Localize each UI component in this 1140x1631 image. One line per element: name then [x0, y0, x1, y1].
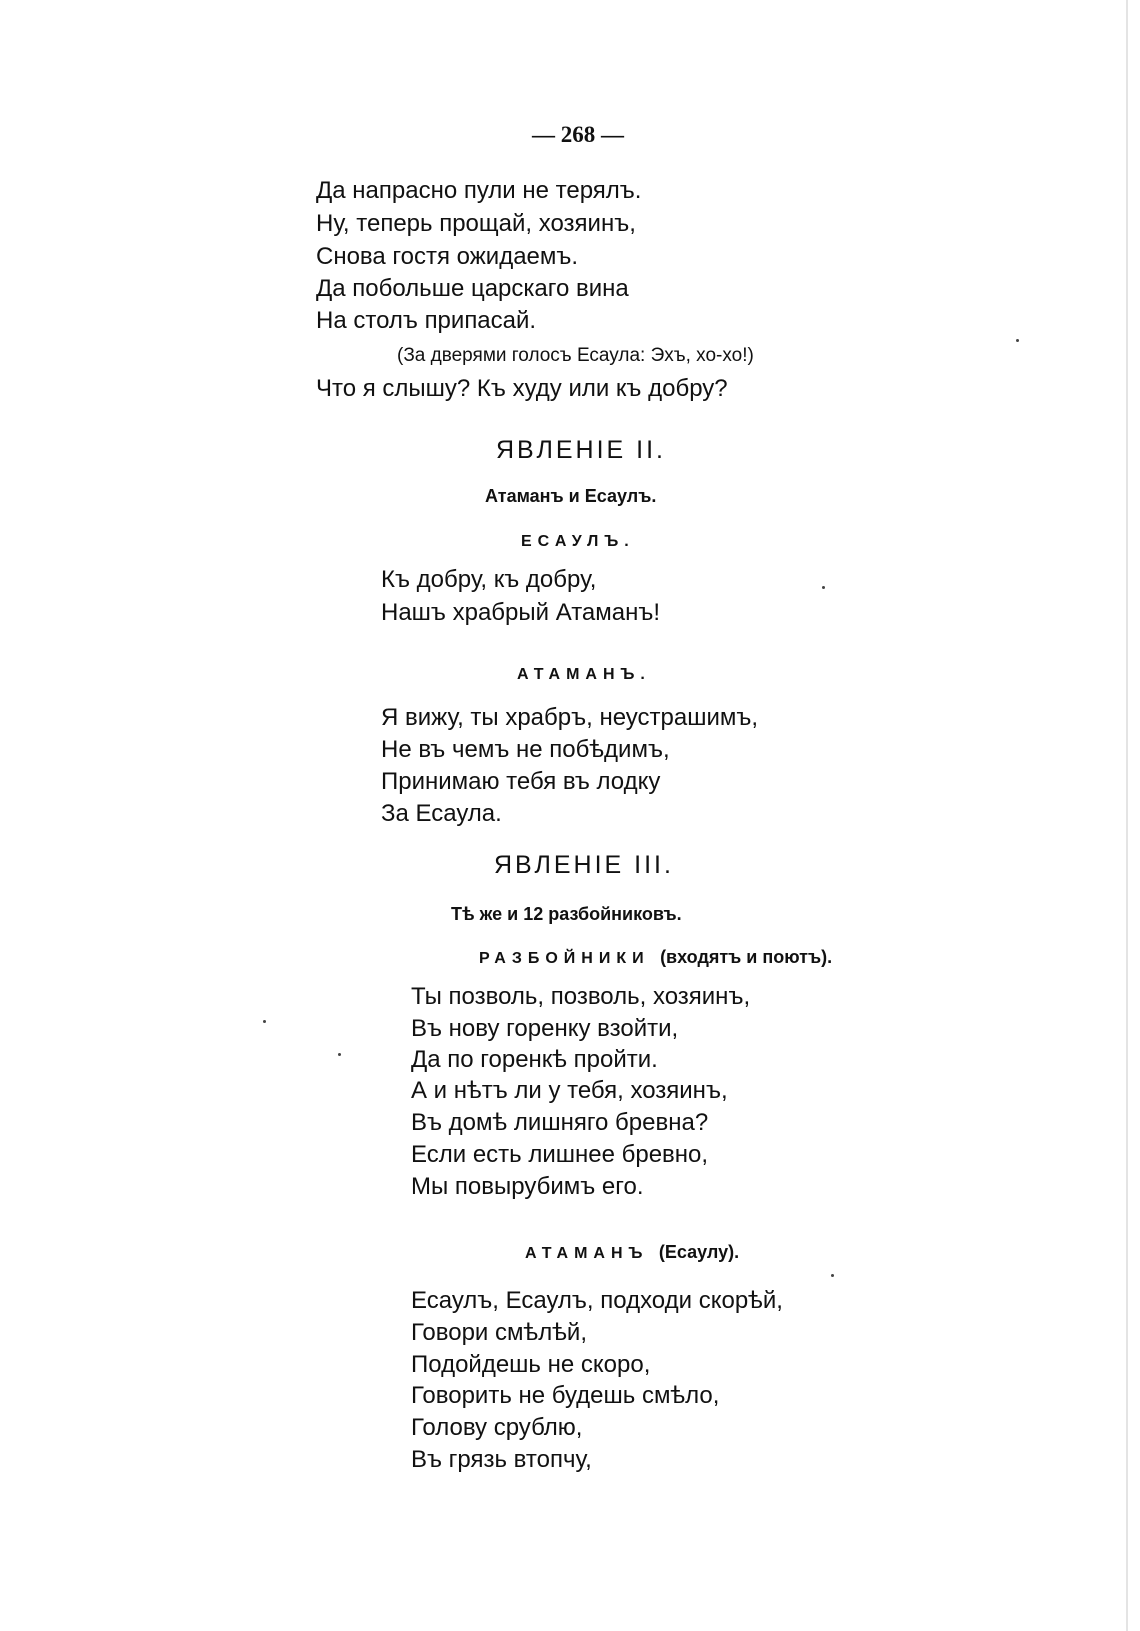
speaker-name: АТАМАНЪ	[525, 1245, 649, 1262]
verse-line: На столъ припасай.	[316, 307, 537, 334]
verse-line: Нашъ храбрый Атаманъ!	[381, 599, 661, 626]
verse-line: Подойдешь не скоро,	[411, 1351, 651, 1378]
verse-line: Въ домѣ лишняго бревна?	[411, 1109, 709, 1136]
scan-speck	[1016, 339, 1019, 342]
verse-line: Не въ чемъ не побѣдимъ,	[381, 736, 670, 763]
verse-line: Говорить не будешь смѣло,	[411, 1382, 720, 1409]
verse-line: Въ нову горенку взойти,	[411, 1015, 679, 1042]
scene-heading: ЯВЛЕНІЕ II.	[496, 436, 666, 464]
scan-speck	[831, 1274, 834, 1277]
verse-line: Снова гостя ожидаемъ.	[316, 243, 579, 270]
verse-line: Я вижу, ты храбръ, неустрашимъ,	[381, 704, 759, 731]
verse-line: Въ грязь втопчу,	[411, 1446, 592, 1473]
speaker-note: (Есаулу).	[658, 1242, 740, 1262]
verse-line: Да по горенкѣ пройти.	[411, 1046, 658, 1073]
verse-line: Да напрасно пули не терялъ.	[316, 177, 642, 204]
verse-line: Есаулъ, Есаулъ, подходи скорѣй,	[411, 1287, 783, 1314]
scan-speck	[822, 586, 825, 589]
scan-speck	[263, 1020, 266, 1023]
speaker-note: (входятъ и поютъ).	[660, 947, 833, 967]
stage-direction: (За дверями голосъ Есаула: Эхъ, хо-хо!)	[397, 345, 754, 366]
speaker-name: ЕСАУЛЪ.	[521, 533, 635, 550]
verse-line: Мы повырубимъ его.	[411, 1173, 644, 1200]
speaker-line	[525, 1237, 739, 1269]
speaker-name: АТАМАНЪ.	[517, 666, 651, 683]
scan-speck	[338, 1053, 341, 1056]
verse-line: За Есаула.	[381, 800, 502, 827]
verse-line: Да побольше царскаго вина	[316, 275, 629, 302]
scene-heading: ЯВЛЕНІЕ III.	[494, 851, 674, 879]
scene-cast: Тѣ же и 12 разбойниковъ.	[451, 904, 682, 924]
verse-line: Говори смѣлѣй,	[411, 1319, 587, 1346]
verse-line: А и нѣтъ ли у тебя, хозяинъ,	[411, 1077, 728, 1104]
verse-line: Если есть лишнее бревно,	[411, 1141, 709, 1168]
verse-line: Голову срублю,	[411, 1414, 583, 1441]
speaker-line	[479, 942, 832, 974]
verse-line: Ты позволь, позволь, хозяинъ,	[411, 983, 751, 1010]
page-number: — 268 —	[532, 122, 624, 147]
verse-line: Что я слышу? Къ худу или къ добру?	[316, 375, 728, 402]
verse-line: Ну, теперь прощай, хозяинъ,	[316, 210, 636, 237]
page-edge	[1126, 0, 1128, 1631]
scene-cast: Атаманъ и Есаулъ.	[485, 486, 657, 506]
verse-line: Къ добру, къ добру,	[381, 566, 597, 593]
verse-line: Принимаю тебя въ лодку	[381, 768, 661, 795]
speaker-name: РАЗБОЙНИКИ	[479, 950, 650, 967]
